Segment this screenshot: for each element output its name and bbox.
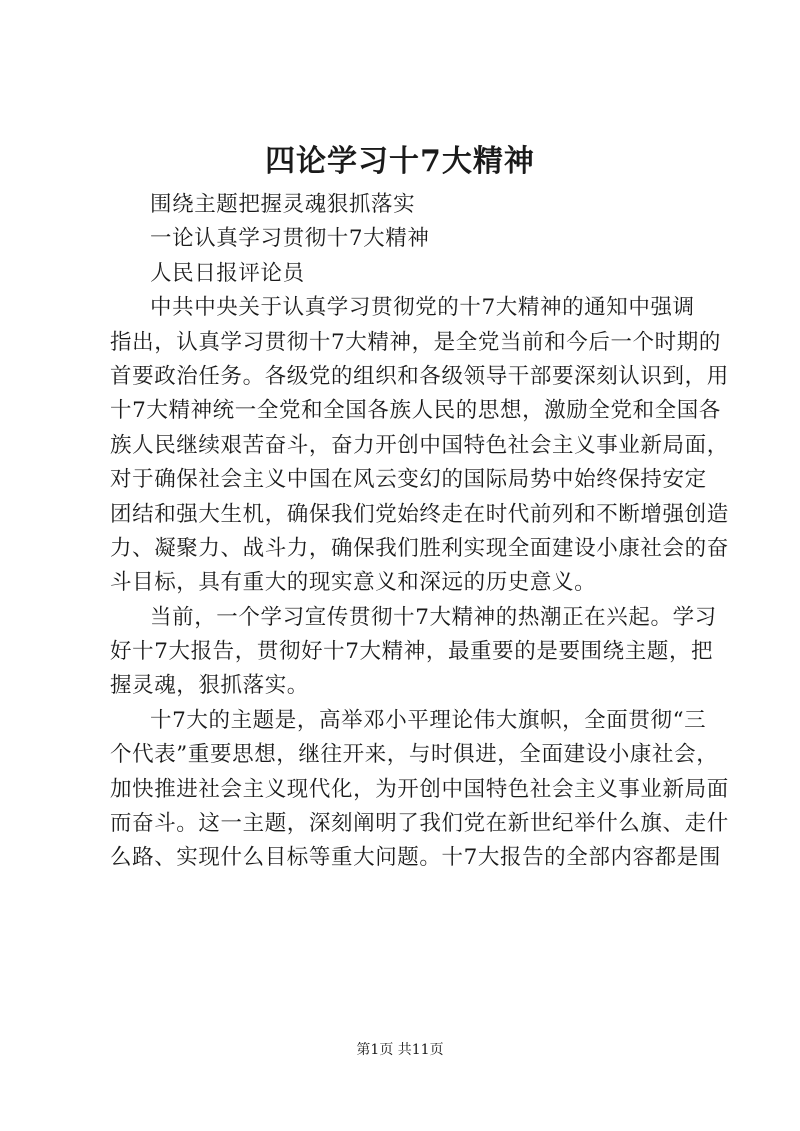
page-footer: 第1页 共11页 <box>356 1042 444 1058</box>
text-line: 对于确保社会主义中国在风云变幻的国际局势中始终保持安定 <box>110 467 707 493</box>
text-line: 一论认真学习贯彻十7大精神 <box>150 226 430 252</box>
text-line: 好十7大报告，贯彻好十7大精神，最重要的是要围绕主题，把 <box>110 639 714 665</box>
text-line: 么路、实现什么目标等重大问题。十7大报告的全部内容都是围 <box>110 845 721 871</box>
text-line: 指出，认真学习贯彻十7大精神，是全党当前和今后一个时期的 <box>110 329 721 355</box>
text-line: 力、凝聚力、战斗力，确保我们胜利实现全面建设小康社会的奋 <box>110 535 729 561</box>
text-line: 围绕主题把握灵魂狠抓落实 <box>150 192 416 217</box>
text-line: 当前，一个学习宣传贯彻十7大精神的热潮正在兴起。学习 <box>150 604 717 630</box>
text-line: 团结和强大生机，确保我们党始终走在时代前列和不断增强创造 <box>110 501 729 527</box>
text-line: 首要政治任务。各级党的组织和各级领导干部要深刻认识到，用 <box>110 363 729 389</box>
document-title: 四论学习十7大精神 <box>265 144 535 179</box>
text-line: 加快推进社会主义现代化，为开创中国特色社会主义事业新局面 <box>110 776 729 802</box>
text-line: 十7大的主题是，高举邓小平理论伟大旗帜，全面贯彻“三 <box>150 707 707 733</box>
text-line: 十7大精神统一全党和全国各族人民的思想，激励全党和全国各 <box>110 398 721 424</box>
document-body <box>110 188 729 876</box>
text-line: 斗目标，具有重大的现实意义和深远的历史意义。 <box>110 570 597 596</box>
text-line: 握灵魂，狠抓落实。 <box>110 673 309 699</box>
text-line: 人民日报评论员 <box>150 260 305 286</box>
text-line: 中共中央关于认真学习贯彻党的十7大精神的通知中强调 <box>150 295 695 321</box>
text-line: 族人民继续艰苦奋斗，奋力开创中国特色社会主义事业新局面， <box>110 432 729 458</box>
text-line: 而奋斗。这一主题，深刻阐明了我们党在新世纪举什么旗、走什 <box>110 811 729 837</box>
text-line: 个代表”重要思想，继往开来，与时俱进，全面建设小康社会， <box>110 742 719 768</box>
